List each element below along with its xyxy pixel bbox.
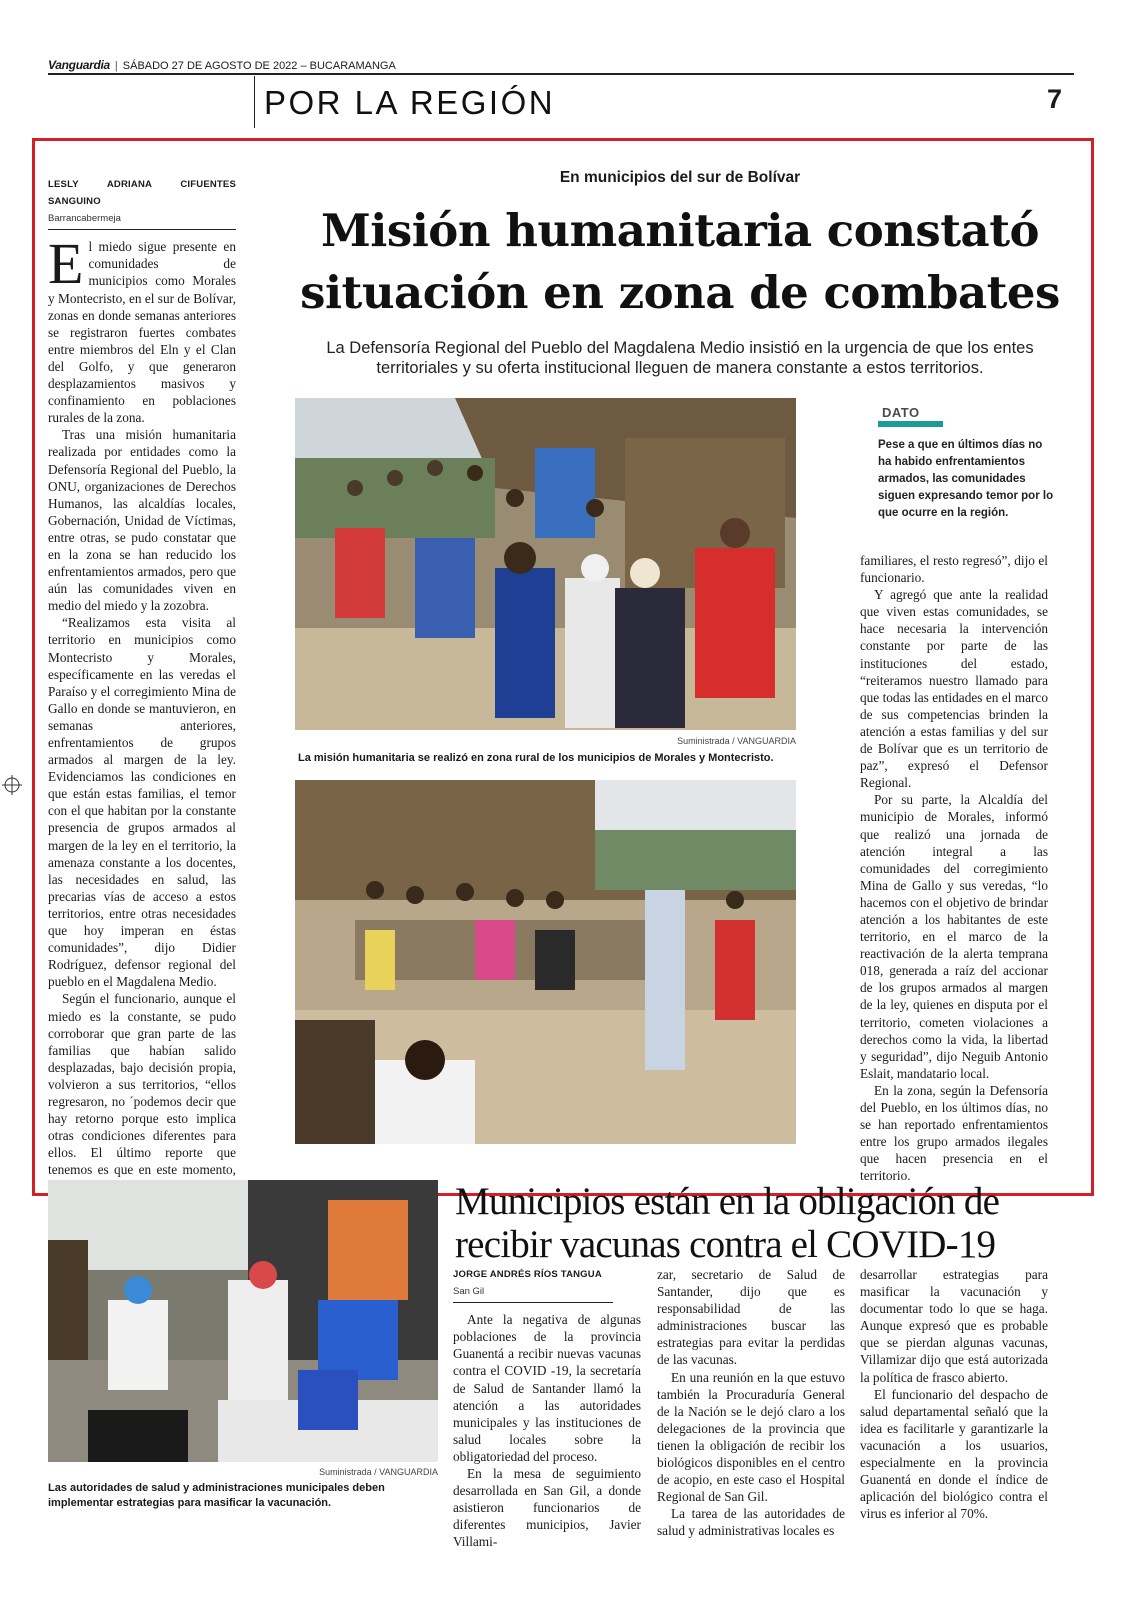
paragraph: Y agregó que ante la realidad que viven estas comunidades, se hace necesaria la intervención constante por parte de las instituciones del estado, “reiteramos nuestro llamado para que todas las entidades en el marco de sus competencias brinden la atención a estas familias y del sur de Bolívar que es un territorio de paz”, expresó el Defensor Regional.	[860, 587, 1048, 791]
byline-rule	[453, 1302, 613, 1303]
article-kicker: En municipios del sur de Bolívar	[559, 169, 801, 186]
paragraph: zar, secretario de Salud de Santander, dijo que es responsabilidad de las administraciones buscar las estrategias para evitar la perdidas de las vacunas.	[657, 1267, 845, 1368]
paragraph: Tras una misión humanitaria realizada por entidades como la Defensoría Regional del Pueblo, la ONU, organizaciones de Derechos Humanos, las alcaldías locales, Gobernación, Unidad de Víctimas, entre otras, se pudo constatar que en la zona se han reducido los enfrentamientos armados, pero que aún las comunidades viven en medio del miedo y la zozobra.	[48, 427, 236, 614]
dato-text: Pese a que en últimos días no ha habido enfrentamientos armados, las comunidades siguen expresando temor por lo que ocurre en la región.	[878, 439, 1054, 519]
paragraph: En la zona, según la Defensoría del Pueblo, en los últimos días, no se han reportado enfrentamientos entre los grupo armados ilegales que hacen presencia en el territorio.	[860, 1082, 1048, 1184]
section-title: POR LA REGIÓN	[264, 84, 556, 121]
dato-label: DATO	[882, 405, 920, 420]
masthead	[48, 58, 1074, 72]
brand-logo: Vanguardia	[48, 58, 110, 72]
article-subhead: La Defensoría Regional del Pueblo del Magdalena Medio insistió en la urgencia de que los entes territoriales y su oferta institucional lleguen de manera constante a estos territorios.	[326, 339, 1034, 377]
article-headline: Misión humanitaria constató situación en zona de combates	[300, 204, 1060, 319]
paragraph: familiares, el resto regresó”, dijo el funcionario.	[860, 553, 1048, 586]
masthead-date: SÁBADO 27 DE AGOSTO DE 2022 – BUCARAMANGA	[122, 60, 396, 72]
drop-cap: E	[48, 231, 84, 297]
section-divider	[254, 76, 255, 128]
byline-name: LESLY ADRIANA CIFUENTES SANGUINO	[48, 179, 236, 208]
main-article-column-1	[48, 176, 236, 1230]
paragraph: desarrollar estrategias para masificar la vacunación y documentar todo lo que se haga. Aunque expresó que es probable que se pierdan algunas vacunas, Villamizar dijo que está autorizada la política de frasco abierto.	[860, 1267, 1048, 1385]
paragraph: En la mesa de seguimiento desarrollada en San Gil, a donde asistieron funcionarios de diferentes municipios, Javier Villami-	[453, 1466, 641, 1550]
second-article-column-1	[453, 1266, 641, 1551]
dato-accent-bar	[878, 421, 943, 427]
photo-credit: Suministrada / VANGUARDIA	[319, 1467, 438, 1477]
second-article-headline: Municipios están en la obligación de recibir vacunas contra el COVID-19	[455, 1180, 1000, 1266]
byline-name: JORGE ANDRÉS RÍOS TANGUA	[453, 1269, 602, 1280]
byline-place: Barrancabermeja	[48, 213, 121, 225]
main-article-column-3	[860, 552, 1048, 1184]
masthead-rule	[48, 73, 1074, 75]
crosshair-icon	[2, 775, 22, 795]
paragraph: La tarea de las autoridades de salud y administrativas locales es	[657, 1506, 845, 1539]
photo-caption: La misión humanitaria se realizó en zona rural de los municipios de Morales y Montecristo.	[298, 752, 774, 764]
paragraph: En una reunión en la que estuvo también la Procuraduría General de la Nación se le dejó claro a los delegaciones de la provincia que tienen la obligación de recibir los biológicos disponibles en el centro de acopio, en este caso el Hospital Regional de San Gil.	[657, 1369, 845, 1505]
photo-credit: Suministrada / VANGUARDIA	[677, 736, 796, 746]
byline-place: San Gil	[453, 1286, 485, 1298]
photo-mission-meeting	[295, 398, 796, 730]
page-number: 7	[1047, 84, 1063, 114]
byline-rule	[48, 229, 236, 230]
paragraph: “Realizamos esta visita al territorio en municipios como Montecristo y Morales, específicamente en las veredas el Paraíso y el corregimiento Mina de Gallo en donde se mantuvieron, en semanas anteriores, enfrentamientos de grupos armados al margen de la ley. Evidenciamos las condiciones en que están estas familias, el temor con el que habitan por la constante presencia de grupos armados al margen de la ley en el territorio, la amenaza constante a los docentes, las necesidades en salud, las precarias vías de acceso a estos territorios, entre otras necesidades que hoy imperan en éstas comunidades”, dijo Didier Rodríguez, defensor regional del pueblo en el Magdalena Medio.	[48, 615, 236, 990]
paragraph: Según el funcionario, aunque el miedo es la constante, se pudo corroborar que gran parte de las familias que habían salido desplazadas, bajo decisión propia, volvieron a sus territorios, “ellos regresaron, no ´podemos decir que hay retorno porque esto implica otras condiciones diferentes para ellos. El último reporte que tenemos es que en este momento,	[48, 991, 236, 1178]
paragraph: El miedo sigue presente en comunidades de municipios como Morales y Montecristo, en el sur de Bolívar, zonas en donde semanas anteriores se registraron fuertes combates entre miembros del Eln y el Clan del Golfo, y que generaron desplazamientos masivos y confinamiento en poblaciones rurales de la zona.	[48, 231, 236, 426]
paragraph: Ante la negativa de algunas poblaciones de la provincia Guanentá a recibir nuevas vacunas contra el COVID -19, la secretaría de Salud de Santander llamó la atención a las autoridades municipales y las instituciones de salud locales sobre la obligatoriedad del proceso.	[453, 1312, 641, 1464]
second-article-column-2	[657, 1266, 845, 1540]
photo-caption: Las autoridades de salud y administraciones municipales deben implementar estrategias para masificar la vacunación.	[48, 1482, 385, 1509]
masthead-separator: |	[114, 60, 118, 72]
paragraph: Por su parte, la Alcaldía del municipio de Morales, informó que realizó una jornada de atención integral a las comunidades del corregimiento Mina de Gallo y sus veredas, “lo hacemos con el objetivo de brindar atención a los habitantes de este territorio, en el marco de la reactivación de la alerta temprana 018, generada a raíz del accionar de los grupos armados al margen de la ley, quienes en disputa por el territorio, cometen violaciones a derechos como la vida, la libertad y seguridad”, dijo Neguib Antonio Eslait, mandatario local.	[860, 792, 1048, 1081]
photo-vaccination	[48, 1180, 438, 1462]
paragraph: El funcionario del despacho de salud departamental señaló que la idea es facilitarle y garantizarle la vacunación a los usuarios, especialmente en la provincia Guanentá en donde el índice de aplicación del biológico contra el virus es inferior al 70%.	[860, 1386, 1048, 1522]
photo-community-gathering	[295, 780, 796, 1144]
second-article-column-3	[860, 1266, 1048, 1522]
